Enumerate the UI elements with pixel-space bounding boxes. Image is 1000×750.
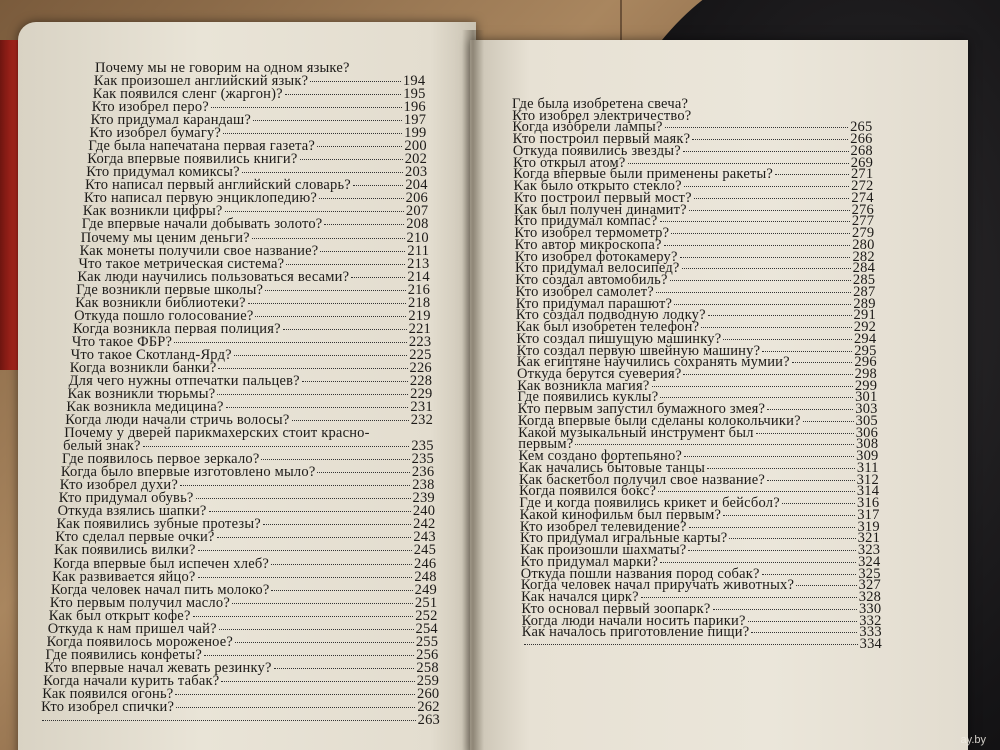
toc-entry-title: Что такое ФБР? — [71, 333, 173, 350]
toc-entry-title: Кто изобрел телевидение? — [519, 518, 687, 535]
toc-entry-title: Когда возникли банки? — [69, 359, 217, 376]
toc-entry-title: Кто изобрел спички? — [41, 698, 175, 715]
toc-entry-title: Откуда к нам пришел чай? — [47, 620, 217, 637]
toc-entry-title: Как произошли шахматы? — [520, 542, 687, 559]
toc-entry-title: Как развивается яйцо? — [52, 568, 196, 585]
toc-entry-page: 266 — [850, 131, 873, 148]
toc-entry-title: Кто первым запустил бумажного змея? — [517, 401, 766, 418]
toc-entry — [522, 636, 882, 652]
toc-entry-title: Кто автор микроскопа? — [514, 236, 662, 253]
toc-entry-page: 317 — [857, 506, 880, 523]
toc-entry-title: Как появились вилки? — [54, 542, 196, 559]
toc-entry-page: 202 — [404, 151, 428, 168]
toc-entry-title: Как египтяне научились сохранять мумии? — [516, 354, 790, 371]
toc-entry-page: 232 — [410, 412, 434, 429]
toc-entry-title: Кто первым получил масло? — [49, 594, 230, 611]
toc-entry-title: Где появились куклы? — [517, 389, 659, 406]
toc-dot-leader — [707, 468, 855, 469]
toc-entry-title: Как возникли библиотеки? — [75, 294, 246, 311]
toc-entry-title: Где появилось первое зеркало? — [62, 451, 260, 468]
toc-entry-page: 276 — [851, 201, 874, 218]
toc-entry-page: 327 — [858, 577, 881, 594]
toc-entry-page: 238 — [412, 477, 435, 494]
toc-entry-page: 226 — [409, 359, 432, 376]
toc-entry-page: 301 — [855, 389, 878, 406]
toc-entry-page: 245 — [413, 542, 437, 559]
toc-entry-page: 243 — [413, 529, 436, 546]
toc-dot-leader — [664, 245, 851, 246]
toc-entry-page: 284 — [852, 260, 876, 277]
toc-dot-leader — [660, 562, 856, 563]
toc-entry-title: Когда впервые появились книги? — [87, 151, 298, 168]
toc-entry-title: Где впервые начали добывать золото? — [81, 216, 323, 233]
toc-entry-page: 204 — [405, 177, 428, 194]
toc-entry-title: Как возникли тюрьмы? — [67, 386, 216, 402]
toc-dot-leader — [689, 210, 850, 211]
toc-entry-title: Когда появилось мороженое? — [46, 633, 234, 650]
toc-entry-title: Когда человек начал пить молоко? — [51, 581, 270, 598]
toc-entry-page: 242 — [413, 516, 436, 533]
toc-entry-title: Когда люди начали носить парики? — [521, 612, 746, 629]
toc-dot-leader — [524, 644, 858, 645]
toc-entry-title: Почему у дверей парикмахерских стоит красно- — [64, 425, 370, 442]
toc-entry-title: Как монеты получили свое название? — [79, 242, 319, 259]
toc-entry-page: 246 — [414, 555, 437, 572]
toc-entry-title: Как произошел английский язык? — [93, 73, 309, 90]
toc-entry-page: 240 — [412, 503, 436, 520]
toc-dot-leader — [660, 221, 850, 222]
toc-entry-page: 280 — [852, 236, 875, 253]
toc-entry-page: 196 — [403, 99, 426, 116]
toc-dot-leader — [665, 127, 848, 128]
toc-entry-title: Кто придумал карандаш? — [90, 112, 251, 129]
toc-dot-leader — [782, 503, 855, 504]
toc-entry-page: 248 — [414, 568, 437, 585]
toc-entry-title: Кто изобрел электричество? — [512, 107, 692, 124]
toc-entry-page: 314 — [856, 483, 880, 500]
toc-dot-leader — [796, 585, 856, 586]
toc-entry-title: Где возникли первые школы? — [76, 281, 264, 298]
toc-entry-title: Кто придумал парашют? — [515, 295, 673, 312]
toc-entry-page: 294 — [853, 330, 877, 347]
toc-dot-leader — [575, 444, 854, 445]
toc-entry-title: Кто написал первую энциклопедию? — [84, 190, 318, 207]
toc-entry-title: Как началось приготовление пищи? — [521, 624, 750, 641]
toc-entry-title: Кто построил первый маяк? — [512, 131, 691, 148]
toc-dot-leader — [792, 362, 853, 363]
toc-entry-title: Когда впервые был испечен хлеб? — [53, 555, 270, 572]
toc-entry-page: 210 — [406, 229, 429, 246]
toc-entry-title: Что такое Скотланд-Ярд? — [70, 346, 232, 363]
toc-dot-leader — [692, 139, 848, 140]
toc-dot-leader — [660, 397, 853, 398]
toc-entry-page: 328 — [858, 589, 882, 606]
toc-entry-page: 292 — [853, 319, 877, 336]
toc-entry-title: Кто открыл атом? — [513, 154, 626, 171]
toc-entry-title: Кто изобрел бумагу? — [89, 125, 222, 142]
toc-entry-page: 229 — [410, 386, 433, 402]
toc-dot-leader — [748, 621, 858, 622]
toc-entry-title: Как появился сленг (жаргон)? — [92, 86, 283, 103]
toc-dot-leader — [762, 574, 857, 575]
toc-entry-page: 194 — [402, 73, 426, 90]
toc-dot-leader — [680, 257, 851, 258]
toc-entry-page: 296 — [854, 354, 877, 371]
toc-dot-leader — [803, 421, 854, 422]
toc-dot-leader — [751, 632, 857, 633]
toc-entry-page: 309 — [856, 448, 879, 465]
toc-entry-title: Кто изобрел фотокамеру? — [514, 248, 678, 265]
toc-entry-page: 303 — [855, 401, 878, 418]
toc-entry-page: 214 — [407, 268, 430, 285]
toc-entry-page: 333 — [859, 624, 882, 641]
toc-entry-page: 287 — [853, 283, 876, 300]
toc-entry-page: 228 — [409, 372, 433, 389]
toc-entry-page: 223 — [408, 333, 432, 350]
toc-entry-page: 262 — [417, 698, 440, 715]
toc-entry-page: 321 — [857, 530, 881, 547]
toc-entry-title: Что такое метрическая система? — [78, 255, 285, 272]
toc-entry-title: Когда было впервые изготовлено мыло? — [60, 464, 316, 481]
toc-entry-page: 277 — [851, 213, 875, 230]
toc-entry-page: 211 — [407, 242, 430, 259]
toc-entry-title: Когда люди начали стричь волосы? — [65, 412, 290, 429]
toc-entry-title: Кто придумал велосипед? — [515, 260, 680, 277]
toc-entry-page: 200 — [404, 138, 427, 155]
toc-entry-page: 235 — [411, 451, 434, 468]
toc-entry-title: Кто придумал марки? — [520, 553, 659, 570]
toc-dot-leader — [684, 456, 854, 457]
toc-entry-title: Какой кинофильм был первым? — [519, 506, 722, 523]
toc-entry-page: 235 — [411, 438, 434, 455]
toc-entry-page: 265 — [850, 119, 873, 136]
toc-entry-page: 282 — [852, 248, 875, 265]
toc-dot-leader — [674, 304, 851, 305]
toc-entry-title: Как возникли цифры? — [82, 203, 223, 220]
toc-dot-leader — [656, 292, 851, 293]
toc-entry-page: 279 — [852, 225, 875, 242]
toc-entry-page: 323 — [857, 542, 881, 559]
toc-entry-page: 252 — [415, 607, 438, 624]
toc-entry-page: 258 — [416, 659, 439, 676]
toc-entry-title: Где была изобретена свеча? — [512, 96, 689, 112]
toc-entry-page: 271 — [850, 166, 874, 183]
toc-entry-page: 221 — [408, 320, 431, 337]
toc-entry-page: 295 — [854, 342, 877, 359]
toc-entry-page: 197 — [403, 112, 427, 129]
toc-dot-leader — [628, 163, 849, 164]
toc-entry-title: Кем создано фортепьяно? — [518, 448, 683, 465]
toc-dot-leader — [688, 550, 855, 551]
toc-entry-title: Как баскетбол получил свое название? — [518, 471, 766, 488]
toc-entry-page: 268 — [850, 142, 873, 159]
toc-entry-title: Как появились зубные протезы? — [56, 516, 261, 533]
toc-entry-title: Какой музыкальный инструмент был — [518, 424, 754, 441]
toc-entry-page: 285 — [852, 272, 876, 289]
toc-entry-title: Откуда взялись шапки? — [57, 503, 207, 520]
toc-entry-title: Кто построил первый мост? — [513, 189, 692, 206]
toc-entry-page: 274 — [851, 189, 874, 206]
toc-entry-title: Кто придумал комиксы? — [86, 164, 240, 181]
toc-entry-title: Откуда пошли названия пород собак? — [520, 565, 760, 582]
toc-entry-title: Для чего нужны отпечатки пальцев? — [68, 372, 300, 389]
toc-entry-title: Как возникла медицина? — [66, 399, 224, 416]
toc-entry-page: 213 — [407, 255, 430, 272]
toc-entry-title: Кто придумал обувь? — [58, 490, 194, 507]
toc-dot-leader — [713, 609, 857, 610]
toc-entry-page: 207 — [405, 203, 429, 220]
toc-entry-title: Откуда появились звезды? — [512, 142, 681, 159]
toc-entry-title: Как был открыт кофе? — [48, 607, 191, 624]
toc-dot-leader — [756, 433, 854, 434]
toc-entry-page: 251 — [414, 594, 438, 611]
toc-entry-title: Кто создал автомобиль? — [515, 272, 668, 289]
toc-entry-page: 332 — [859, 612, 882, 629]
toc-entry-page: 231 — [410, 399, 433, 416]
toc-entry-title: Кто изобрел духи? — [59, 477, 178, 494]
toc-dot-leader — [723, 515, 855, 516]
toc-entry-title: Как возникла магия? — [517, 377, 650, 394]
toc-entry-page: 259 — [416, 672, 440, 689]
toc-entry-title: Кто придумал игральные карты? — [520, 530, 728, 547]
toc-entry-title: Кто изобрел перо? — [91, 99, 209, 116]
toc-entry-page: 208 — [406, 216, 429, 233]
toc-entry-page: 218 — [408, 294, 431, 311]
toc-dot-leader — [670, 280, 851, 281]
toc-entry-page: 256 — [416, 646, 439, 663]
toc-dot-leader — [723, 339, 852, 340]
toc-entry-page: 306 — [855, 424, 879, 441]
toc-entry-page: 330 — [858, 600, 882, 617]
toc-dot-leader — [701, 327, 852, 328]
toc-entry-page: 249 — [414, 581, 437, 598]
toc-entry-title: Где и когда появились крикет и бейсбол? — [519, 495, 780, 512]
toc-entry-page: 195 — [403, 86, 426, 103]
toc-entry-title: Кто впервые начал жевать резинку? — [44, 659, 272, 676]
toc-dot-leader — [767, 409, 853, 410]
toc-entry-page: 319 — [857, 518, 880, 535]
toc-entry-page: 255 — [415, 633, 439, 650]
toc-entry-title: Почему мы не говорим на одном языке? — [95, 60, 350, 76]
toc-entry-title: Кто придумал компас? — [514, 213, 658, 230]
toc-entry-page: 324 — [858, 553, 881, 570]
toc-entry-page: 308 — [855, 436, 879, 453]
toc-dot-leader — [689, 527, 856, 528]
toc-dot-leader — [641, 597, 857, 598]
toc-entry-title: Откуда пошло голосование? — [74, 307, 254, 324]
toc-entry-title: Кто создал первую швейную машину? — [516, 342, 761, 359]
toc-entry-title: белый знак? — [63, 438, 141, 455]
toc-entry-page: 311 — [856, 459, 879, 476]
toc-dot-leader — [683, 374, 852, 375]
toc-dot-leader — [683, 151, 849, 152]
toc-entry-title: Как люди научились пользоваться весами? — [77, 268, 350, 285]
toc-entry-page: 325 — [858, 565, 881, 582]
toc-entry-title: Кто создал подводную лодку? — [515, 307, 706, 324]
toc-entry-title: Как был получен динамит? — [513, 201, 687, 218]
toc-entry-title: Почему мы ценим деньги? — [80, 229, 250, 246]
toc-entry-page: 305 — [855, 412, 878, 429]
toc-entry-page: 260 — [417, 685, 440, 702]
toc-entry-title: Кто написал первый английский словарь? — [85, 177, 351, 194]
toc-entry-page: 199 — [404, 125, 427, 142]
toc-entry-page: 219 — [408, 307, 431, 324]
toc-entry-title: Как начались бытовые танцы — [518, 459, 706, 476]
toc-entry-title: Как был изобретен телефон? — [516, 319, 700, 336]
toc-dot-leader — [684, 186, 849, 187]
toc-dot-leader — [652, 386, 853, 387]
toc-entry-page: 269 — [850, 154, 874, 171]
toc-entry-title: Кто основал первый зоопарк? — [521, 600, 711, 617]
toc-entry-title: Когда возникла первая полиция? — [73, 320, 281, 337]
toc-entry-title: Где была напечатана первая газета? — [88, 138, 316, 155]
toc-entry-title: Кто изобрел термометр? — [514, 225, 670, 242]
watermark: ay.by — [960, 734, 986, 746]
toc-entry-title: Когда впервые были применены ракеты? — [513, 166, 774, 183]
toc-entry-page: 263 — [417, 712, 440, 728]
toc-entry-title: Когда появился бокс? — [519, 483, 657, 500]
toc-dot-leader — [671, 233, 850, 234]
toc-entry-title: Как было открыто стекло? — [513, 178, 682, 195]
toc-entry-page: 298 — [854, 366, 877, 382]
toc-dot-leader — [775, 174, 849, 175]
toc-entry-title: Когда впервые были сделаны колокольчики? — [517, 412, 801, 429]
toc-entry-title: Когда изобрели лампы? — [512, 119, 663, 136]
toc-dot-leader — [708, 315, 852, 316]
toc-entry-title: Откуда берутся суеверия? — [517, 366, 682, 382]
toc-dot-leader — [682, 268, 851, 269]
toc-entry-page: 239 — [412, 490, 435, 507]
toc-entry-page: 299 — [854, 377, 878, 394]
toc-entry-page: 272 — [851, 178, 874, 195]
toc-entry-page: 203 — [405, 164, 428, 181]
toc-entry-page: 291 — [853, 307, 876, 324]
toc-entry-page: 316 — [857, 495, 880, 512]
toc-entry-page: 254 — [415, 620, 438, 637]
toc-entry-page: 312 — [856, 471, 879, 488]
toc-entry-title: Как появился огонь? — [42, 685, 174, 702]
toc-dot-leader — [762, 351, 852, 352]
toc-entry-page: 216 — [407, 281, 431, 298]
toc-entry-title: Кто сделал первые очки? — [55, 529, 215, 546]
toc-entry-page: 289 — [853, 295, 876, 312]
toc-dot-leader — [658, 491, 855, 492]
toc-entry-page: 206 — [405, 190, 428, 207]
toc-dot-leader — [694, 198, 850, 199]
toc-entry-title: Кто создал пишущую машинку? — [516, 330, 722, 347]
toc-entry-page: 236 — [411, 464, 435, 481]
toc-entry-title: Когда начали курить табак? — [43, 672, 220, 689]
toc-entry-title: первым? — [518, 436, 574, 453]
toc-entry-title: Как начался цирк? — [521, 589, 639, 606]
toc-entry-page: 334 — [859, 636, 882, 652]
toc-entry-page: 225 — [409, 346, 432, 363]
toc-dot-leader — [767, 480, 855, 481]
toc-entry-title: Когда человек начал приручать животных? — [520, 577, 795, 594]
toc-entry-title: Где появились конфеты? — [45, 646, 202, 663]
toc-dot-leader — [729, 538, 855, 539]
toc-entry-title: Кто изобрел самолет? — [515, 283, 654, 300]
